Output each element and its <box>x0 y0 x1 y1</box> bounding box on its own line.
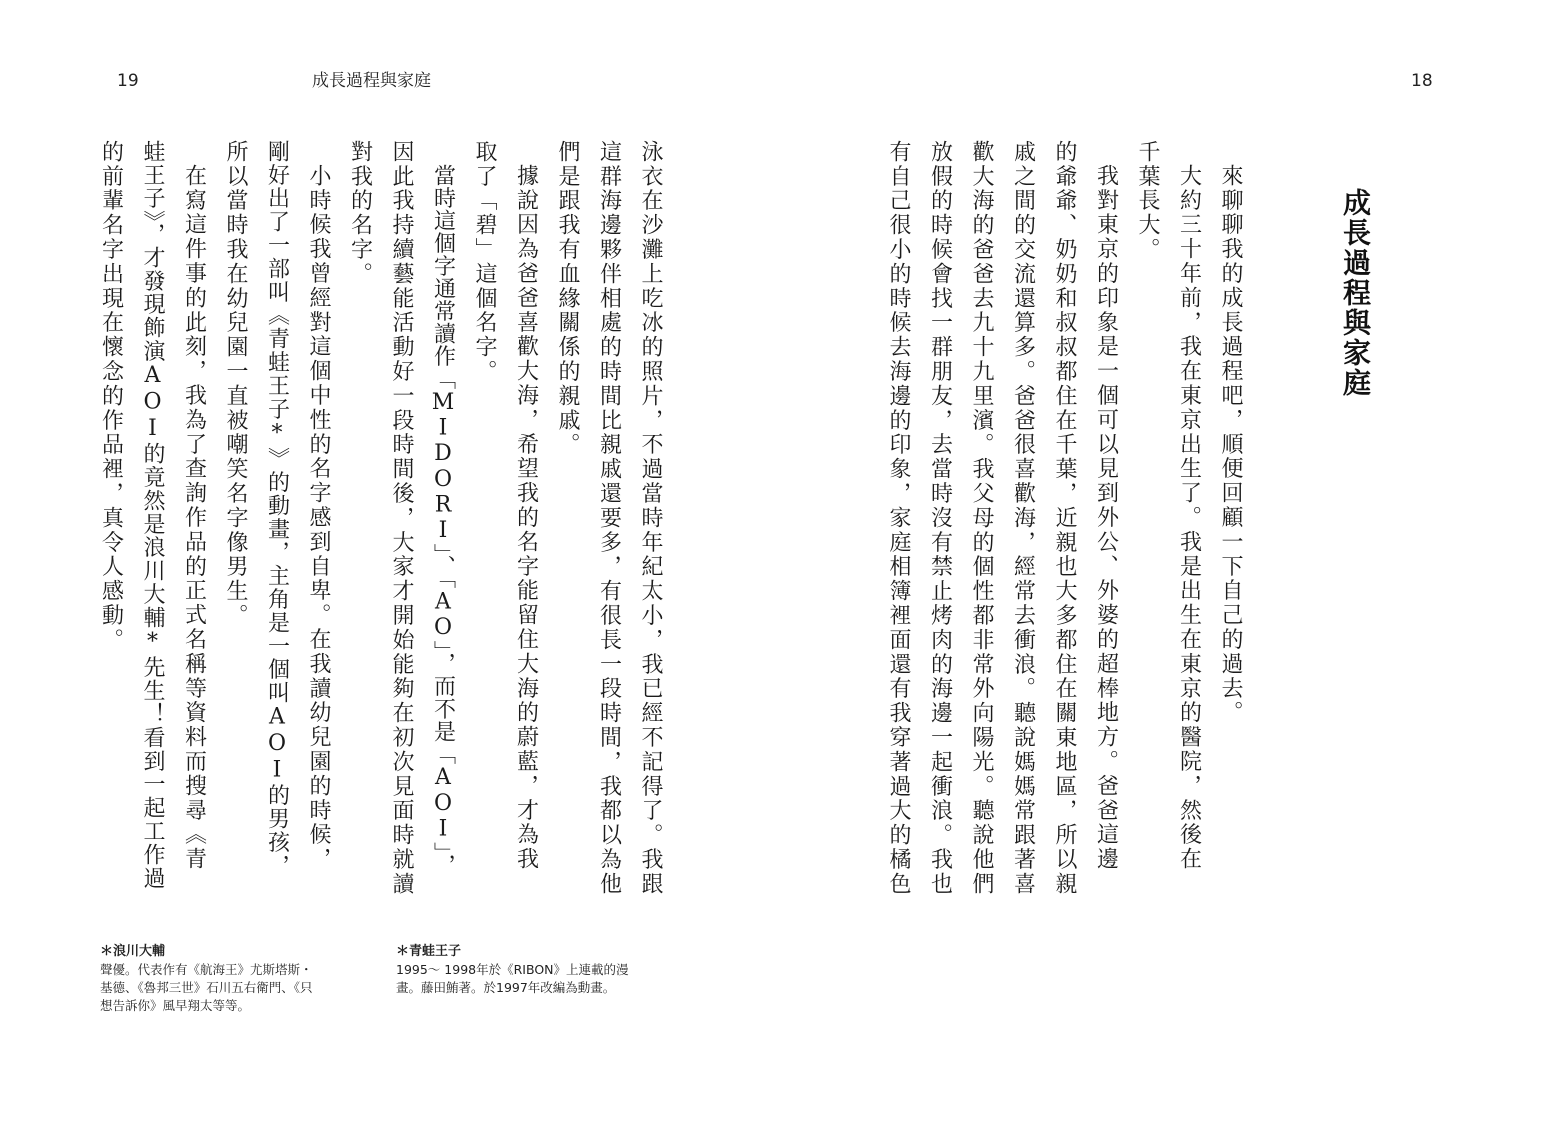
footnote-namikawa <box>100 942 375 1015</box>
text-column: 我對東京的印象是一個可以見到外公、外婆的超棒地方。爸爸這邊 <box>1093 164 1119 872</box>
text-column: 千葉長大。 <box>1135 140 1160 262</box>
text-column: 這群海邊夥伴相處的時間比親戚還要多，有很長一段時間，我都以為他 <box>596 140 622 897</box>
text-column: 泳衣在沙灘上吃冰的照片，不過當時年紀太小，我已經不記得了。我跟 <box>638 140 663 897</box>
text-column: 當時這個字通常讀作「MIDORI」、「AO」，而不是「AOI」， <box>430 164 456 877</box>
text-column: 們是跟我有血緣關係的親戚。 <box>555 140 580 458</box>
footnote-line: 基德、《魯邦三世》石川五右衛門、《只 <box>100 980 313 995</box>
text-column: 在寫這件事的此刻，我為了查詢作品的正式名稱等資料而搜尋《青 <box>181 164 207 872</box>
text-column: 有自己很小的時候去海邊的印象，家庭相簿裡面還有我穿著過大的橘色 <box>886 140 911 897</box>
text-column: 因此我持續藝能活動好一段時間後，大家才開始能夠在初次見面時就讀 <box>389 140 414 897</box>
left-running-title: 成長過程與家庭 <box>312 71 431 91</box>
text-column: 對我的名字。 <box>347 140 373 287</box>
text-column: 戚之間的交流還算多。爸爸很喜歡海，經常去衝浪。聽說媽媽常跟著喜 <box>1010 140 1036 897</box>
right-page-body <box>878 140 1252 910</box>
text-column: 歡大海的爸爸去九十九里濱。我父母的個性都非常外向陽光。聽說他們 <box>969 140 994 897</box>
text-column: 來聊聊我的成長過程吧，順便回顧一下自己的過去。 <box>1218 164 1243 726</box>
text-column: 的爺爺、奶奶和叔叔都住在千葉，近親也大多都住在關東地區，所以親 <box>1052 140 1077 897</box>
footnote-kaeru-ouji <box>396 942 671 997</box>
footnote-line: 畫。藤田鮪著。於1997年改編為動畫。 <box>396 980 616 995</box>
footnote-title: ＊青蛙王子 <box>396 944 462 959</box>
text-column: 取了「碧」這個名字。 <box>472 140 497 384</box>
right-page-number: 18 <box>1411 71 1433 91</box>
text-column: 剛好出了一部叫《青蛙王子*》的動畫，主角是一個叫AOI的男孩， <box>264 140 290 878</box>
text-column: 放假的時候會找一群朋友，去當時沒有禁止烤肉的海邊一起衝浪。我也 <box>927 140 953 897</box>
text-column: 所以當時我在幼兒園一直被嘲笑名字像男生。 <box>223 140 248 628</box>
chapter-title: 成長過程與家庭 <box>1339 188 1372 398</box>
text-column: 大約三十年前，我在東京出生了。我是出生在東京的醫院，然後在 <box>1176 164 1202 872</box>
text-column: 的前輩名字出現在懷念的作品裡，真令人感動。 <box>98 140 124 653</box>
footnote-line: 1995～ 1998年於《RIBON》上連載的漫 <box>396 962 629 977</box>
text-column: 據說因為爸爸喜歡大海，希望我的名字能留住大海的蔚藍，才為我 <box>513 164 539 872</box>
left-page-body <box>90 140 671 910</box>
text-column: 小時候我曾經對這個中性的名字感到自卑。在我讀幼兒園的時候， <box>306 164 331 872</box>
text-column: 蛙王子》，才發現飾演AOI的竟然是浪川大輔*先生！看到一起工作過 <box>140 140 165 890</box>
footnote-line: 聲優。代表作有《航海王》尤斯塔斯・ <box>100 962 313 977</box>
footnote-line: 想告訴你》風早翔太等等。 <box>100 998 251 1013</box>
footnote-title: ＊浪川大輔 <box>100 944 166 959</box>
left-page-number: 19 <box>117 71 139 91</box>
